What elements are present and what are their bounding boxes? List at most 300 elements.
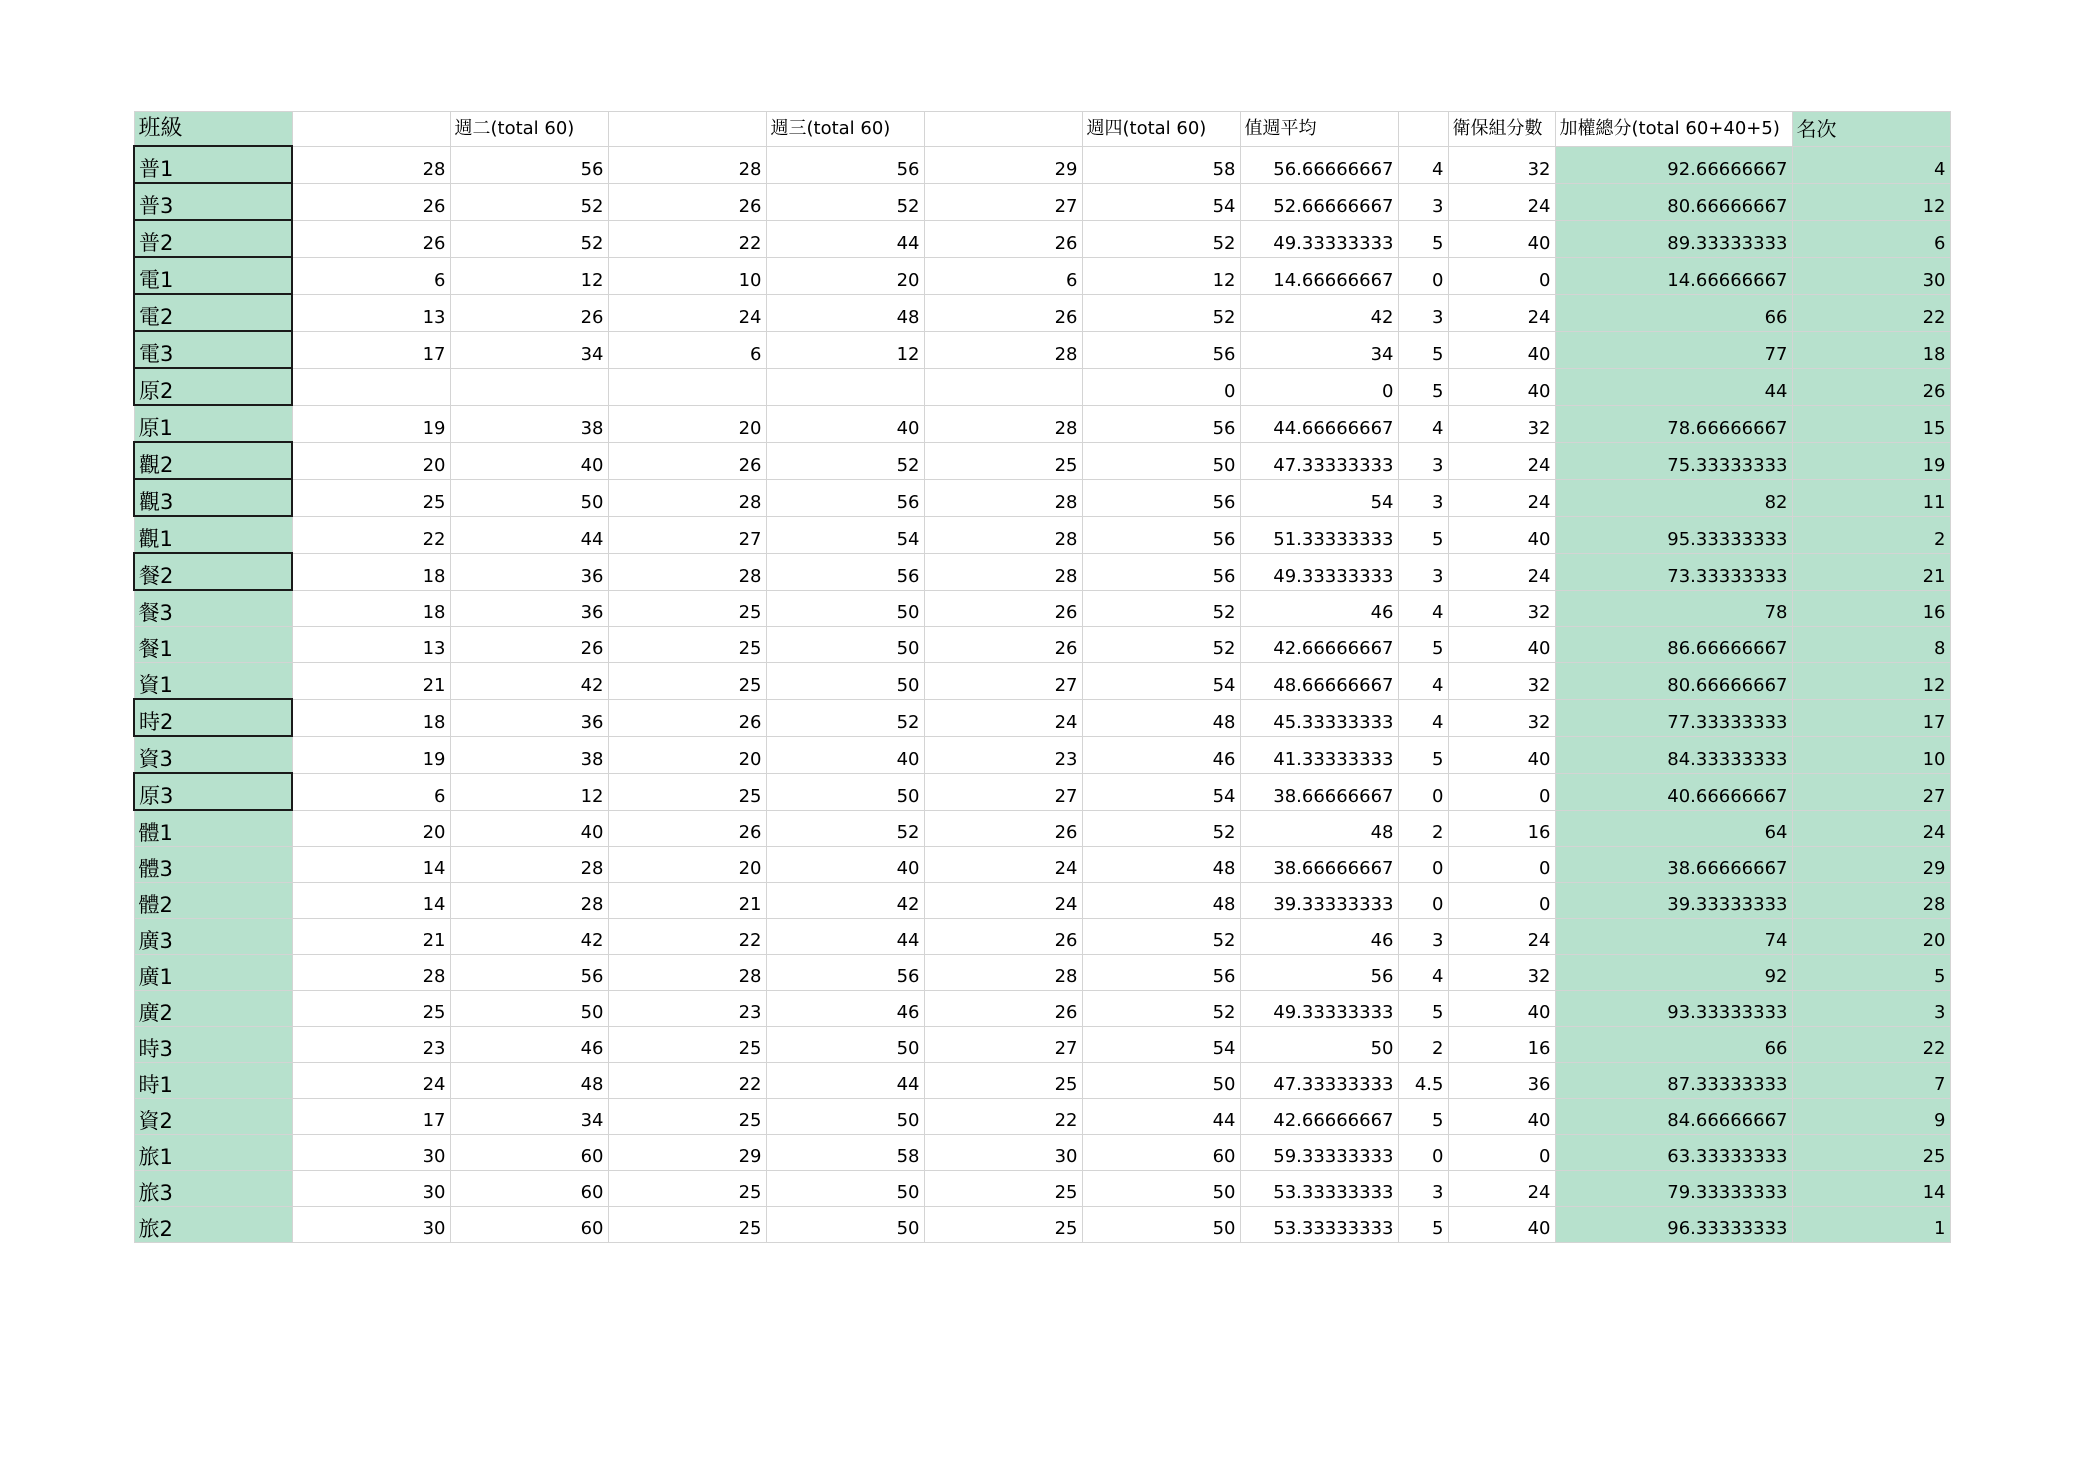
wed-raw-cell: 24 — [608, 294, 766, 331]
tue-score-cell: 26 — [450, 627, 608, 663]
hygiene-score-cell: 32 — [1448, 699, 1555, 736]
table-row — [134, 479, 1950, 516]
thu-raw-cell: 25 — [924, 442, 1082, 479]
tue-raw-cell: 26 — [292, 220, 450, 257]
wed-score-cell: 52 — [766, 810, 924, 847]
hygiene-score-cell: 16 — [1448, 1027, 1555, 1063]
wed-score-cell: 50 — [766, 590, 924, 627]
wed-score-cell: 12 — [766, 331, 924, 368]
class-name-cell: 時3 — [134, 1027, 292, 1063]
hygiene-score-cell: 32 — [1448, 955, 1555, 991]
table-row — [134, 368, 1950, 405]
tue-raw-cell: 6 — [292, 257, 450, 294]
weighted-total-cell: 93.33333333 — [1555, 991, 1792, 1027]
weighted-total-cell: 89.33333333 — [1555, 220, 1792, 257]
weighted-total-cell: 87.33333333 — [1555, 1063, 1792, 1099]
header-weighted-total: 加權總分(total 60+40+5) — [1555, 112, 1792, 147]
header-tuesday: 週二(total 60) — [450, 112, 608, 147]
weekly-average-cell: 46 — [1240, 919, 1398, 955]
thu-score-cell: 52 — [1082, 220, 1240, 257]
table-row — [134, 663, 1950, 700]
thu-raw-cell: 27 — [924, 663, 1082, 700]
class-name-cell: 普3 — [134, 183, 292, 220]
weighted-total-cell: 79.33333333 — [1555, 1171, 1792, 1207]
tue-score-cell: 38 — [450, 405, 608, 442]
hygiene-score-cell: 36 — [1448, 1063, 1555, 1099]
wed-score-cell — [766, 368, 924, 405]
wed-score-cell: 56 — [766, 553, 924, 590]
rank-cell: 9 — [1792, 1099, 1950, 1135]
hygiene-score-cell: 0 — [1448, 257, 1555, 294]
wed-score-cell: 44 — [766, 220, 924, 257]
class-name-cell: 觀1 — [134, 516, 292, 553]
table-row — [134, 1171, 1950, 1207]
weekly-average-cell: 56 — [1240, 955, 1398, 991]
weighted-total-cell: 38.66666667 — [1555, 847, 1792, 883]
tue-raw-cell: 13 — [292, 627, 450, 663]
weekly-average-cell: 42 — [1240, 294, 1398, 331]
hygiene-score-cell: 16 — [1448, 810, 1555, 847]
tue-score-cell: 52 — [450, 220, 608, 257]
weighted-total-cell: 39.33333333 — [1555, 883, 1792, 919]
rank-cell: 21 — [1792, 553, 1950, 590]
wed-score-cell: 52 — [766, 699, 924, 736]
table-row — [134, 810, 1950, 847]
thu-score-cell: 52 — [1082, 810, 1240, 847]
hygiene-raw-cell: 4 — [1398, 590, 1448, 627]
table-row — [134, 883, 1950, 919]
thu-raw-cell — [924, 368, 1082, 405]
rank-cell: 17 — [1792, 699, 1950, 736]
rank-cell: 5 — [1792, 955, 1950, 991]
thu-raw-cell: 26 — [924, 919, 1082, 955]
weighted-total-cell: 78.66666667 — [1555, 405, 1792, 442]
wed-raw-cell: 22 — [608, 220, 766, 257]
rank-cell: 26 — [1792, 368, 1950, 405]
tue-score-cell: 60 — [450, 1207, 608, 1243]
hygiene-raw-cell: 0 — [1398, 847, 1448, 883]
tue-raw-cell: 13 — [292, 294, 450, 331]
tue-raw-cell: 19 — [292, 736, 450, 773]
thu-score-cell: 54 — [1082, 663, 1240, 700]
class-name-cell: 原1 — [134, 405, 292, 442]
table-row — [134, 1027, 1950, 1063]
weekly-average-cell: 44.66666667 — [1240, 405, 1398, 442]
hygiene-score-cell: 40 — [1448, 736, 1555, 773]
thu-score-cell: 44 — [1082, 1099, 1240, 1135]
thu-score-cell: 52 — [1082, 294, 1240, 331]
tue-raw-cell: 24 — [292, 1063, 450, 1099]
weekly-average-cell: 53.33333333 — [1240, 1207, 1398, 1243]
thu-score-cell: 56 — [1082, 331, 1240, 368]
table-row — [134, 294, 1950, 331]
hygiene-raw-cell: 5 — [1398, 627, 1448, 663]
tue-score-cell: 34 — [450, 331, 608, 368]
header-hygiene-score: 衛保組分數 — [1448, 112, 1555, 147]
hygiene-score-cell: 40 — [1448, 1099, 1555, 1135]
table-row — [134, 699, 1950, 736]
table-row — [134, 1063, 1950, 1099]
wed-raw-cell: 25 — [608, 1027, 766, 1063]
header-rank: 名次 — [1792, 112, 1950, 147]
tue-score-cell: 12 — [450, 773, 608, 810]
class-name-cell: 旅3 — [134, 1171, 292, 1207]
weighted-total-cell: 77.33333333 — [1555, 699, 1792, 736]
class-name-cell: 電1 — [134, 257, 292, 294]
hygiene-raw-cell: 4 — [1398, 955, 1448, 991]
table-row — [134, 919, 1950, 955]
hygiene-score-cell: 0 — [1448, 1135, 1555, 1171]
class-name-cell: 時1 — [134, 1063, 292, 1099]
weighted-total-cell: 77 — [1555, 331, 1792, 368]
weighted-total-cell: 80.66666667 — [1555, 663, 1792, 700]
rank-cell: 27 — [1792, 773, 1950, 810]
tue-raw-cell: 23 — [292, 1027, 450, 1063]
thu-raw-cell: 28 — [924, 405, 1082, 442]
thu-score-cell: 56 — [1082, 405, 1240, 442]
tue-raw-cell: 18 — [292, 553, 450, 590]
hygiene-raw-cell: 5 — [1398, 1207, 1448, 1243]
wed-raw-cell: 29 — [608, 1135, 766, 1171]
wed-raw-cell: 10 — [608, 257, 766, 294]
thu-score-cell: 54 — [1082, 773, 1240, 810]
tue-raw-cell — [292, 368, 450, 405]
wed-score-cell: 58 — [766, 1135, 924, 1171]
wed-score-cell: 40 — [766, 405, 924, 442]
class-name-cell: 體1 — [134, 810, 292, 847]
class-name-cell: 觀3 — [134, 479, 292, 516]
tue-raw-cell: 18 — [292, 699, 450, 736]
table-row — [134, 516, 1950, 553]
wed-raw-cell — [608, 368, 766, 405]
wed-raw-cell: 22 — [608, 919, 766, 955]
wed-raw-cell: 28 — [608, 479, 766, 516]
weighted-total-cell: 63.33333333 — [1555, 1135, 1792, 1171]
rank-cell: 30 — [1792, 257, 1950, 294]
tue-raw-cell: 21 — [292, 919, 450, 955]
weighted-total-cell: 86.66666667 — [1555, 627, 1792, 663]
wed-raw-cell: 26 — [608, 699, 766, 736]
weekly-average-cell: 48 — [1240, 810, 1398, 847]
wed-score-cell: 50 — [766, 663, 924, 700]
weighted-total-cell: 40.66666667 — [1555, 773, 1792, 810]
weekly-average-cell: 49.33333333 — [1240, 991, 1398, 1027]
hygiene-score-cell: 40 — [1448, 1207, 1555, 1243]
tue-raw-cell: 30 — [292, 1207, 450, 1243]
weighted-total-cell: 64 — [1555, 810, 1792, 847]
class-name-cell: 餐1 — [134, 627, 292, 663]
wed-raw-cell: 25 — [608, 773, 766, 810]
weighted-total-cell: 66 — [1555, 1027, 1792, 1063]
class-name-cell: 電2 — [134, 294, 292, 331]
hygiene-raw-cell: 3 — [1398, 1171, 1448, 1207]
tue-raw-cell: 26 — [292, 183, 450, 220]
tue-score-cell: 28 — [450, 847, 608, 883]
thu-score-cell: 58 — [1082, 146, 1240, 183]
rank-cell: 22 — [1792, 1027, 1950, 1063]
hygiene-score-cell: 32 — [1448, 663, 1555, 700]
hygiene-raw-cell: 4 — [1398, 699, 1448, 736]
tue-raw-cell: 14 — [292, 883, 450, 919]
hygiene-raw-cell: 3 — [1398, 183, 1448, 220]
class-name-cell: 餐3 — [134, 590, 292, 627]
weighted-total-cell: 75.33333333 — [1555, 442, 1792, 479]
weighted-total-cell: 44 — [1555, 368, 1792, 405]
thu-score-cell: 56 — [1082, 553, 1240, 590]
wed-raw-cell: 20 — [608, 736, 766, 773]
weekly-average-cell: 59.33333333 — [1240, 1135, 1398, 1171]
weighted-total-cell: 84.66666667 — [1555, 1099, 1792, 1135]
class-name-cell: 資3 — [134, 736, 292, 773]
wed-score-cell: 40 — [766, 847, 924, 883]
rank-cell: 10 — [1792, 736, 1950, 773]
rank-cell: 22 — [1792, 294, 1950, 331]
thu-raw-cell: 23 — [924, 736, 1082, 773]
tue-raw-cell: 22 — [292, 516, 450, 553]
table-row — [134, 146, 1950, 183]
thu-raw-cell: 26 — [924, 627, 1082, 663]
rank-cell: 7 — [1792, 1063, 1950, 1099]
thu-score-cell: 54 — [1082, 183, 1240, 220]
weighted-total-cell: 92.66666667 — [1555, 146, 1792, 183]
table-row — [134, 553, 1950, 590]
wed-score-cell: 44 — [766, 919, 924, 955]
class-name-cell: 普1 — [134, 146, 292, 183]
class-name-cell: 體2 — [134, 883, 292, 919]
weekly-average-cell: 45.33333333 — [1240, 699, 1398, 736]
weighted-total-cell: 84.33333333 — [1555, 736, 1792, 773]
hygiene-raw-cell: 5 — [1398, 1099, 1448, 1135]
thu-raw-cell: 22 — [924, 1099, 1082, 1135]
thu-score-cell: 52 — [1082, 991, 1240, 1027]
header-col-b — [292, 112, 450, 147]
wed-score-cell: 50 — [766, 1099, 924, 1135]
thu-raw-cell: 24 — [924, 847, 1082, 883]
hygiene-score-cell: 24 — [1448, 479, 1555, 516]
tue-score-cell: 28 — [450, 883, 608, 919]
weekly-average-cell: 53.33333333 — [1240, 1171, 1398, 1207]
hygiene-score-cell: 40 — [1448, 627, 1555, 663]
hygiene-score-cell: 40 — [1448, 991, 1555, 1027]
wed-score-cell: 50 — [766, 1207, 924, 1243]
thu-score-cell: 54 — [1082, 1027, 1240, 1063]
wed-score-cell: 50 — [766, 627, 924, 663]
thu-score-cell: 60 — [1082, 1135, 1240, 1171]
wed-score-cell: 56 — [766, 955, 924, 991]
wed-score-cell: 20 — [766, 257, 924, 294]
rank-cell: 28 — [1792, 883, 1950, 919]
hygiene-raw-cell: 5 — [1398, 991, 1448, 1027]
header-weekly-average: 值週平均 — [1240, 112, 1398, 147]
tue-raw-cell: 17 — [292, 331, 450, 368]
tue-score-cell: 50 — [450, 991, 608, 1027]
tue-score-cell: 44 — [450, 516, 608, 553]
hygiene-raw-cell: 3 — [1398, 479, 1448, 516]
hygiene-score-cell: 0 — [1448, 883, 1555, 919]
weekly-average-cell: 56.66666667 — [1240, 146, 1398, 183]
hygiene-raw-cell: 4 — [1398, 405, 1448, 442]
table-row — [134, 405, 1950, 442]
thu-score-cell: 48 — [1082, 847, 1240, 883]
table-row — [134, 1207, 1950, 1243]
wed-raw-cell: 25 — [608, 663, 766, 700]
hygiene-raw-cell: 4 — [1398, 663, 1448, 700]
thu-score-cell: 50 — [1082, 1063, 1240, 1099]
weekly-average-cell: 49.33333333 — [1240, 220, 1398, 257]
wed-raw-cell: 25 — [608, 1099, 766, 1135]
class-name-cell: 餐2 — [134, 553, 292, 590]
wed-score-cell: 50 — [766, 1171, 924, 1207]
class-name-cell: 時2 — [134, 699, 292, 736]
weighted-total-cell: 66 — [1555, 294, 1792, 331]
wed-score-cell: 50 — [766, 773, 924, 810]
weekly-average-cell: 34 — [1240, 331, 1398, 368]
hygiene-score-cell: 32 — [1448, 590, 1555, 627]
hygiene-raw-cell: 0 — [1398, 257, 1448, 294]
wed-score-cell: 56 — [766, 479, 924, 516]
tue-score-cell: 40 — [450, 810, 608, 847]
tue-score-cell: 36 — [450, 553, 608, 590]
header-wednesday: 週三(total 60) — [766, 112, 924, 147]
thu-raw-cell: 25 — [924, 1063, 1082, 1099]
header-row — [134, 112, 1950, 147]
hygiene-raw-cell: 5 — [1398, 220, 1448, 257]
rank-cell: 15 — [1792, 405, 1950, 442]
tue-score-cell: 36 — [450, 699, 608, 736]
thu-raw-cell: 25 — [924, 1171, 1082, 1207]
rank-cell: 11 — [1792, 479, 1950, 516]
wed-raw-cell: 21 — [608, 883, 766, 919]
tue-raw-cell: 14 — [292, 847, 450, 883]
thu-raw-cell: 26 — [924, 991, 1082, 1027]
weekly-average-cell: 41.33333333 — [1240, 736, 1398, 773]
thu-raw-cell: 30 — [924, 1135, 1082, 1171]
table-row — [134, 220, 1950, 257]
class-name-cell: 資1 — [134, 663, 292, 700]
tue-score-cell: 36 — [450, 590, 608, 627]
hygiene-score-cell: 40 — [1448, 331, 1555, 368]
weekly-average-cell: 14.66666667 — [1240, 257, 1398, 294]
hygiene-score-cell: 0 — [1448, 773, 1555, 810]
class-name-cell: 廣1 — [134, 955, 292, 991]
hygiene-raw-cell: 0 — [1398, 773, 1448, 810]
thu-score-cell: 52 — [1082, 919, 1240, 955]
rank-cell: 1 — [1792, 1207, 1950, 1243]
class-name-cell: 普2 — [134, 220, 292, 257]
tue-score-cell: 60 — [450, 1171, 608, 1207]
wed-score-cell: 46 — [766, 991, 924, 1027]
weighted-total-cell: 82 — [1555, 479, 1792, 516]
tue-score-cell: 12 — [450, 257, 608, 294]
class-name-cell: 電3 — [134, 331, 292, 368]
wed-raw-cell: 23 — [608, 991, 766, 1027]
tue-raw-cell: 25 — [292, 991, 450, 1027]
class-name-cell: 旅1 — [134, 1135, 292, 1171]
table-row — [134, 442, 1950, 479]
tue-score-cell: 48 — [450, 1063, 608, 1099]
wed-raw-cell: 26 — [608, 810, 766, 847]
wed-score-cell: 54 — [766, 516, 924, 553]
table-body — [134, 146, 1950, 1243]
hygiene-raw-cell: 5 — [1398, 331, 1448, 368]
tue-raw-cell: 30 — [292, 1135, 450, 1171]
weighted-total-cell: 92 — [1555, 955, 1792, 991]
wed-raw-cell: 25 — [608, 1207, 766, 1243]
tue-raw-cell: 20 — [292, 442, 450, 479]
weekly-average-cell: 51.33333333 — [1240, 516, 1398, 553]
weighted-total-cell: 95.33333333 — [1555, 516, 1792, 553]
rank-cell: 18 — [1792, 331, 1950, 368]
weekly-average-cell: 42.66666667 — [1240, 1099, 1398, 1135]
table-row — [134, 1135, 1950, 1171]
thu-raw-cell: 6 — [924, 257, 1082, 294]
hygiene-raw-cell: 5 — [1398, 368, 1448, 405]
wed-raw-cell: 22 — [608, 1063, 766, 1099]
thu-score-cell: 50 — [1082, 442, 1240, 479]
weekly-average-cell: 52.66666667 — [1240, 183, 1398, 220]
thu-score-cell: 50 — [1082, 1207, 1240, 1243]
wed-raw-cell: 26 — [608, 183, 766, 220]
thu-raw-cell: 28 — [924, 553, 1082, 590]
hygiene-score-cell: 24 — [1448, 183, 1555, 220]
wed-raw-cell: 28 — [608, 146, 766, 183]
weighted-total-cell: 96.33333333 — [1555, 1207, 1792, 1243]
table-row — [134, 991, 1950, 1027]
wed-raw-cell: 28 — [608, 553, 766, 590]
hygiene-raw-cell: 0 — [1398, 883, 1448, 919]
weighted-total-cell: 78 — [1555, 590, 1792, 627]
rank-cell: 2 — [1792, 516, 1950, 553]
table-row — [134, 736, 1950, 773]
wed-score-cell: 52 — [766, 183, 924, 220]
weekly-average-cell: 54 — [1240, 479, 1398, 516]
weekly-average-cell: 38.66666667 — [1240, 773, 1398, 810]
tue-score-cell: 42 — [450, 919, 608, 955]
wed-score-cell: 50 — [766, 1027, 924, 1063]
thu-raw-cell: 28 — [924, 955, 1082, 991]
tue-score-cell: 56 — [450, 146, 608, 183]
header-col-i — [1398, 112, 1448, 147]
thu-raw-cell: 28 — [924, 516, 1082, 553]
weekly-average-cell: 0 — [1240, 368, 1398, 405]
class-name-cell: 資2 — [134, 1099, 292, 1135]
hygiene-score-cell: 40 — [1448, 220, 1555, 257]
hygiene-score-cell: 32 — [1448, 405, 1555, 442]
wed-score-cell: 44 — [766, 1063, 924, 1099]
hygiene-score-cell: 24 — [1448, 294, 1555, 331]
thu-raw-cell: 26 — [924, 810, 1082, 847]
hygiene-raw-cell: 2 — [1398, 810, 1448, 847]
wed-score-cell: 40 — [766, 736, 924, 773]
thu-raw-cell: 24 — [924, 699, 1082, 736]
wed-score-cell: 56 — [766, 146, 924, 183]
class-name-cell: 廣2 — [134, 991, 292, 1027]
hygiene-score-cell: 24 — [1448, 919, 1555, 955]
hygiene-raw-cell: 3 — [1398, 553, 1448, 590]
thu-raw-cell: 27 — [924, 773, 1082, 810]
tue-score-cell: 60 — [450, 1135, 608, 1171]
thu-raw-cell: 25 — [924, 1207, 1082, 1243]
thu-raw-cell: 26 — [924, 294, 1082, 331]
tue-raw-cell: 20 — [292, 810, 450, 847]
tue-raw-cell: 18 — [292, 590, 450, 627]
thu-score-cell: 0 — [1082, 368, 1240, 405]
thu-score-cell: 56 — [1082, 479, 1240, 516]
wed-raw-cell: 20 — [608, 847, 766, 883]
table-row — [134, 331, 1950, 368]
hygiene-score-cell: 24 — [1448, 442, 1555, 479]
hygiene-score-cell: 40 — [1448, 368, 1555, 405]
